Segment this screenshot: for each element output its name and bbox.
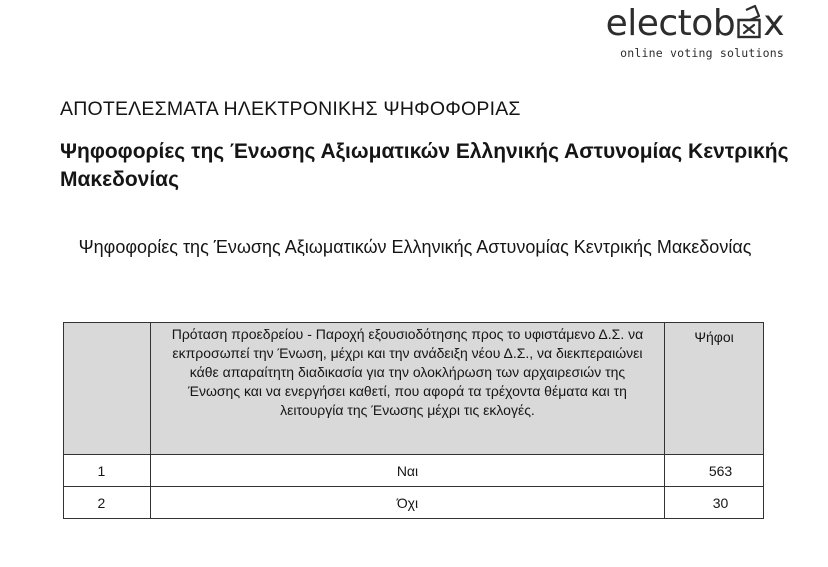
table-header-row [64, 323, 764, 455]
vote-count: 30 [665, 487, 764, 519]
row-number: 1 [64, 455, 151, 487]
logo-tagline: online voting solutions [620, 46, 784, 60]
logo-word-end: x [763, 3, 784, 44]
votes-column-header: Ψήφοι [665, 323, 764, 455]
results-table [63, 322, 764, 519]
row-number: 2 [64, 487, 151, 519]
table-row [64, 487, 764, 519]
vote-count: 563 [665, 455, 764, 487]
option-label: Όχι [150, 487, 664, 519]
ballot-box-icon [736, 4, 762, 44]
document-type-heading: ΑΠΟΤΕΛΕΣΜΑΤΑ ΗΛΕΚΤΡΟΝΙΚΗΣ ΨΗΦΟΦΟΡΙΑΣ [60, 98, 521, 120]
option-label: Ναι [150, 455, 664, 487]
electobox-logo [606, 4, 784, 60]
table-row [64, 455, 764, 487]
number-column-header [64, 323, 151, 455]
document-title: Ψηφοφορίες της Ένωσης Αξιωματικών Ελληνικής Αστυνομίας Κεντρικής Μακεδονίας [60, 140, 789, 191]
question-column-header: Πρόταση προεδρείου - Παροχή εξουσιοδότησης προς το υφιστάμενο Δ.Σ. να εκπροσωπεί την Ένωση, μέχρι και την ανάδειξη νέου Δ.Σ., να διεκπεραιώνει κάθε απαραίτητη διαδικασία για την ολοκλήρωση των αρχαιρεσιών της Ένωσης και να ενεργήσει καθετί, που αφορά τα τρέχοντα θέματα και τη λειτουργία της Ένωσης μέχρι τις εκλογές. [150, 323, 664, 455]
logo-wordmark [606, 4, 784, 44]
section-title: Ψηφοφορίες της Ένωσης Αξιωματικών Ελληνικής Αστυνομίας Κεντρικής Μακεδονίας [78, 237, 752, 257]
logo-word-start: electob [605, 3, 736, 44]
